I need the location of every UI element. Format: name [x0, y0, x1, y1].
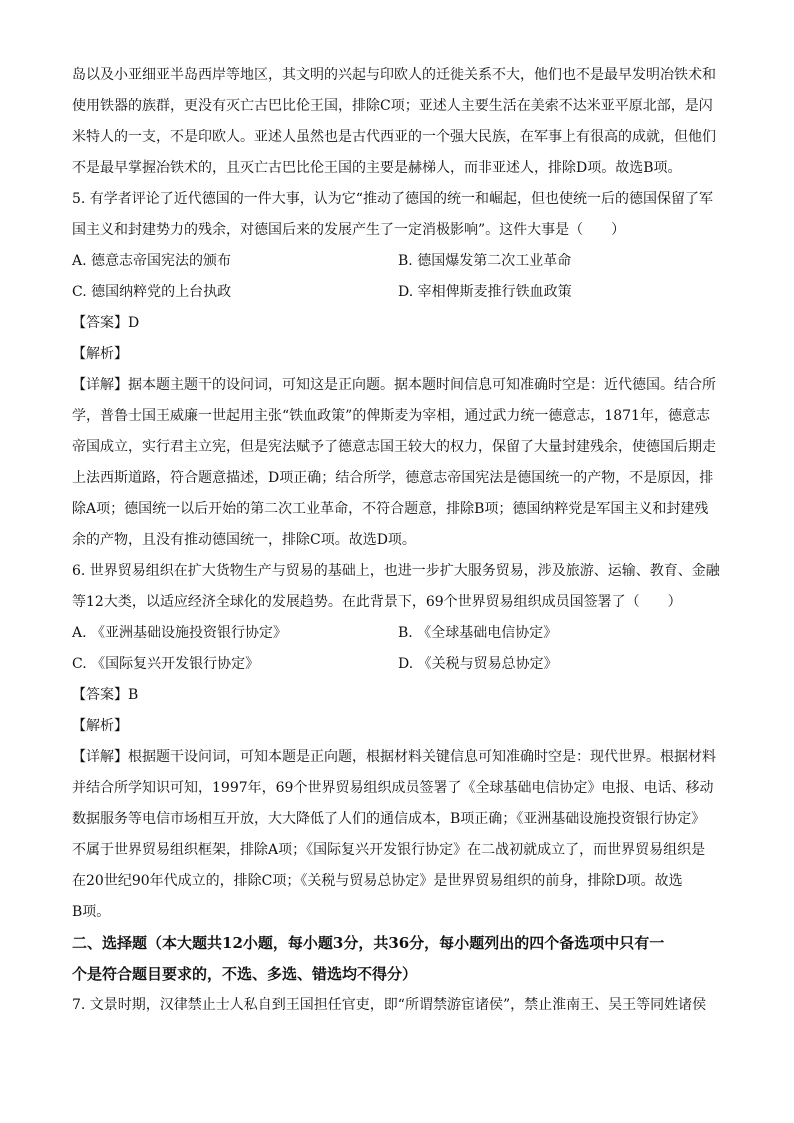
detail-line: 并结合所学知识可知，1997年，69个世界贸易组织成员签署了《全球基础电信协定》电报、电话、移动	[72, 780, 714, 796]
options-row	[72, 618, 724, 649]
intro-paragraph	[72, 60, 724, 184]
document-page	[72, 60, 724, 1021]
section-heading-line: 个是符合题目要求的，不选、多选、错选均不得分）	[72, 965, 418, 983]
detail-line: 除A项；德国统一以后开始的第二次工业革命，不符合题意，排除B项；德国纳粹党是军国主义和封建残	[72, 501, 709, 517]
option-b: B. 《全球基础电信协定》	[398, 625, 558, 641]
option-c: C. 德国纳粹党的上台执政	[72, 284, 232, 300]
detail-line: B项。	[72, 904, 111, 920]
text-line: 使用铁器的族群，更没有灭亡古巴比伦王国，排除C项；亚述人主要生活在美索不达米亚平原北部，是闪	[72, 98, 713, 114]
question-6	[72, 556, 724, 928]
option-d: D. 《关税与贸易总协定》	[398, 656, 558, 672]
question-stem-line: 等12大类，以适应经济全球化的发展趋势。在此背景下，69个世界贸易组织成员国签署了（ ）	[72, 594, 682, 610]
question-stem-line: 国主义和封建势力的残余，对德国后来的发展产生了一定消极影响”。这件大事是（ ）	[72, 222, 626, 238]
detail-line: 不属于世界贸易组织框架，排除A项；《国际复兴开发银行协定》在二战初就成立了，而世界贸易组织是	[72, 842, 706, 858]
detail-line: 【详解】根据题干设问词，可知本题是正向题，根据材料关键信息可知准确时空是：现代世界。根据材料	[72, 749, 716, 765]
section-heading	[72, 928, 724, 990]
option-c: C. 《国际复兴开发银行协定》	[72, 656, 260, 672]
analysis-label: 【解析】	[72, 346, 128, 362]
detail-line: 上法西斯道路，符合题意描述，D项正确；结合所学，德意志帝国宪法是德国统一的产物，不是原因，排	[72, 470, 714, 486]
answer-label: 【答案】D	[72, 315, 140, 331]
detail-line: 数据服务等电信市场相互开放，大大降低了人们的通信成本，B项正确；《亚洲基础设施投资银行协定》	[72, 811, 706, 827]
detail-line: 在20世纪90年代成立的，排除C项；《关税与贸易总协定》是世界贸易组织的前身，排除D项。故选	[72, 873, 683, 889]
options-row	[72, 277, 724, 308]
detail-line: 帝国成立，实行君主立宪，但是宪法赋予了德意志国王较大的权力，保留了大量封建残余，使德国后期走	[72, 439, 716, 455]
detail-line: 余的产物，且没有推动德国统一，排除C项。故选D项。	[72, 532, 416, 548]
text-line: 不是最早掌握冶铁术的，且灭亡古巴比伦王国的主要是赫梯人，而非亚述人，排除D项。故选B项。	[72, 160, 682, 176]
question-stem-line: 6. 世界贸易组织在扩大货物生产与贸易的基础上，也进一步扩大服务贸易，涉及旅游、运输、教育、金融	[72, 563, 720, 579]
detail-line: 学，普鲁士国王威廉一世起用主张“铁血政策”的俾斯麦为宰相，通过武力统一德意志，1871年，德意志	[72, 408, 710, 424]
option-a: A. 《亚洲基础设施投资银行协定》	[72, 625, 288, 641]
analysis-label: 【解析】	[72, 718, 128, 734]
option-a: A. 德意志帝国宪法的颁布	[72, 253, 232, 269]
options-row	[72, 246, 724, 277]
text-line: 米特人的一支，不是印欧人。亚述人虽然也是古代西亚的一个强大民族，在军事上有很高的成就，但他们	[72, 129, 716, 145]
question-7	[72, 990, 724, 1021]
question-stem-line: 7. 文景时期，汉律禁止士人私自到王国担任官吏，即“所谓禁游宦诸侯”，禁止淮南王、吴王等同姓诸侯	[72, 997, 707, 1013]
option-d: D. 宰相俾斯麦推行铁血政策	[398, 284, 572, 300]
text-line: 岛以及小亚细亚半岛西岸等地区，其文明的兴起与印欧人的迁徙关系不大，他们也不是最早发明冶铁术和	[72, 67, 716, 83]
options-row	[72, 649, 724, 680]
section-heading-line: 二、选择题（本大题共12小题，每小题3分，共36分，每小题列出的四个备选项中只有一	[72, 934, 665, 952]
question-stem-line: 5. 有学者评论了近代德国的一件大事，认为它“推动了德国的统一和崛起，但也使统一后的德国保留了军	[72, 191, 713, 207]
option-b: B. 德国爆发第二次工业革命	[398, 253, 572, 269]
detail-line: 【详解】据本题主题干的设问词，可知这是正向题。据本题时间信息可知准确时空是：近代德国。结合所	[72, 377, 716, 393]
answer-label: 【答案】B	[72, 687, 139, 703]
question-5	[72, 184, 724, 556]
